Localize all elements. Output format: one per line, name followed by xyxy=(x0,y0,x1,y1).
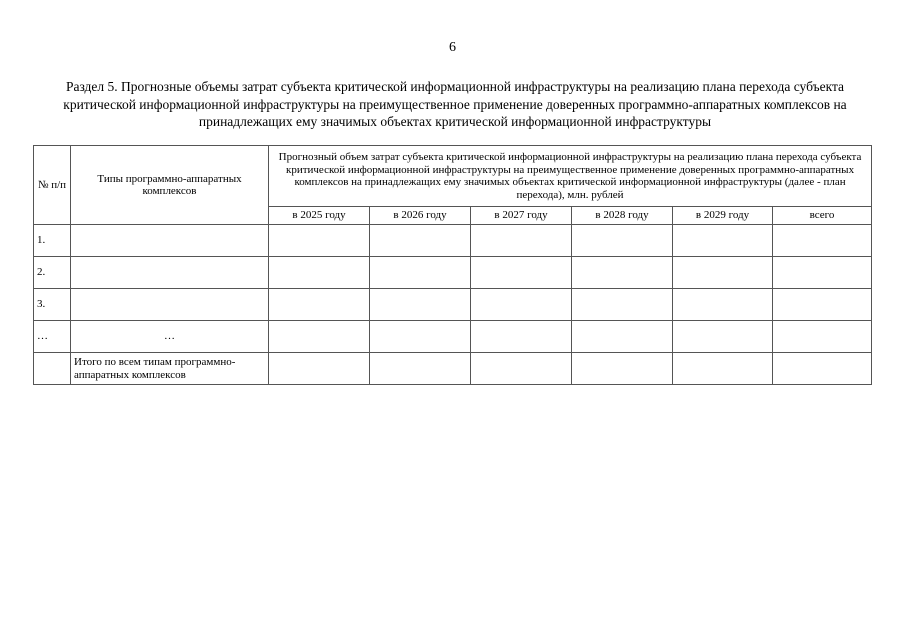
row-type-cell xyxy=(71,225,269,257)
cost-cell-2026 xyxy=(370,257,471,289)
cost-cell-2027 xyxy=(471,225,572,257)
header-forecast: Прогнозный объем затрат субъекта критической информационной инфраструктуры на реализацию плана перехода субъекта критической информационной инфраструктуры на преимущественное применение доверенных программно-аппаратных комплексов на принадлежащих ему значимых объектах критической информационной инфраструктуры (далее - план перехода), млн. рублей xyxy=(269,146,872,207)
cost-cell-2027 xyxy=(471,289,572,321)
cost-cell-2026 xyxy=(370,225,471,257)
cost-cell-2027 xyxy=(471,321,572,353)
header-year-2027: в 2027 году xyxy=(471,207,572,225)
total-cell-total xyxy=(773,353,872,385)
header-year-2025: в 2025 году xyxy=(269,207,370,225)
cost-cell-2026 xyxy=(370,321,471,353)
table-row xyxy=(34,225,872,257)
table-row xyxy=(34,321,872,353)
row-number: 2. xyxy=(34,257,71,289)
cost-cell-2029 xyxy=(673,225,773,257)
total-cell-2026 xyxy=(370,353,471,385)
cost-cell-2028 xyxy=(572,257,673,289)
total-cell-2025 xyxy=(269,353,370,385)
cost-cell-2028 xyxy=(572,289,673,321)
header-number: № п/п xyxy=(34,146,71,225)
row-type-cell xyxy=(71,289,269,321)
header-year-2026: в 2026 году xyxy=(370,207,471,225)
cost-cell-2028 xyxy=(572,225,673,257)
cost-cell-2027 xyxy=(471,257,572,289)
cost-forecast-table xyxy=(33,145,872,385)
cost-cell-total xyxy=(773,257,872,289)
cost-cell-2026 xyxy=(370,289,471,321)
cost-cell-2025 xyxy=(269,257,370,289)
total-cell-2027 xyxy=(471,353,572,385)
header-total: всего xyxy=(773,207,872,225)
total-number-cell xyxy=(34,353,71,385)
total-label: Итого по всем типам программно-аппаратных комплексов xyxy=(71,353,269,385)
table-row xyxy=(34,257,872,289)
total-cell-2029 xyxy=(673,353,773,385)
cost-cell-2029 xyxy=(673,321,773,353)
cost-cell-2025 xyxy=(269,321,370,353)
row-number: 3. xyxy=(34,289,71,321)
cost-cell-2029 xyxy=(673,289,773,321)
header-types: Типы программно-аппаратных комплексов xyxy=(71,146,269,225)
header-year-2028: в 2028 году xyxy=(572,207,673,225)
row-number: 1. xyxy=(34,225,71,257)
total-row xyxy=(34,353,872,385)
cost-cell-2025 xyxy=(269,225,370,257)
page-number: 6 xyxy=(449,40,456,55)
row-type-cell xyxy=(71,257,269,289)
cost-cell-2029 xyxy=(673,257,773,289)
cost-cell-2025 xyxy=(269,289,370,321)
cost-cell-total xyxy=(773,321,872,353)
row-number: … xyxy=(34,321,71,353)
row-type-cell: … xyxy=(71,321,269,353)
header-year-2029: в 2029 году xyxy=(673,207,773,225)
cost-cell-2028 xyxy=(572,321,673,353)
cost-cell-total xyxy=(773,289,872,321)
cost-cell-total xyxy=(773,225,872,257)
table-row xyxy=(34,289,872,321)
section-title: Раздел 5. Прогнозные объемы затрат субъекта критической информационной инфраструктуры на реализацию плана перехода субъекта критической информационной инфраструктуры на преимущественное применение доверенных программно-аппаратных комплексов на принадлежащих ему значимых объектах критической информационной инфраструктуры xyxy=(63,79,847,129)
total-cell-2028 xyxy=(572,353,673,385)
